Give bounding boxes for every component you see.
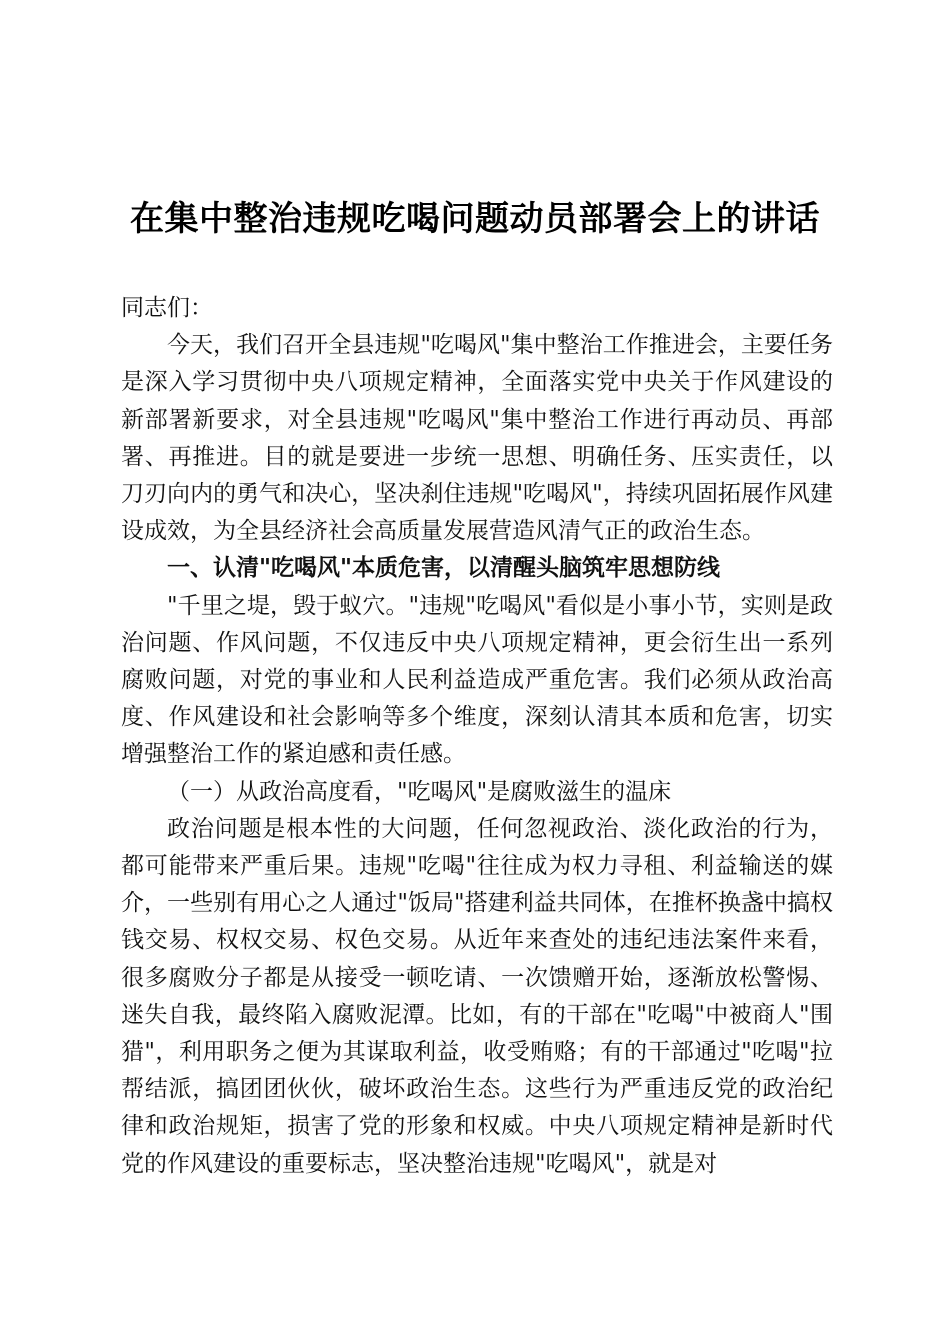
subsection-1-paragraph: 政治问题是根本性的大问题，任何忽视政治、淡化政治的行为，都可能带来严重后果。违规"吃喝"往往成为权力寻租、利益输送的媒介，一些别有用心之人通过"饭局"搭建利益共同体，在推杯换盏中搞权钱交易、权权交易、权色交易。从近年来查处的违纪违法案件来看，很多腐败分子都是从接受一顿吃请、一次馈赠开始，逐渐放松警惕、迷失自我，最终陷入腐败泥潭。比如，有的干部在"吃喝"中被商人"围猎"，利用职务之便为其谋取利益，收受贿赂；有的干部通过"吃喝"拉帮结派，搞团团伙伙，破坏政治生态。这些行为严重违反党的政治纪律和政治规矩，损害了党的形象和权威。中央八项规定精神是新时代党的作风建设的重要标志，坚决整治违规"吃喝风"，就是对 (121, 815, 833, 1177)
section-1-heading: 一、认清"吃喝风"本质危害，以清醒头脑筑牢思想防线 (167, 555, 720, 582)
document-body (121, 290, 833, 1183)
intro-paragraph: 今天，我们召开全县违规"吃喝风"集中整治工作推进会，主要任务是深入学习贯彻中央八项规定精神，全面落实党中央关于作风建设的新部署新要求，对全县违规"吃喝风"集中整治工作进行再动员、再部署、再推进。目的就是要进一步统一思想、明确任务、压实责任，以刀刃向内的勇气和决心，坚决刹住违规"吃喝风"，持续巩固拓展作风建设成效，为全县经济社会高质量发展营造风清气正的政治生态。 (121, 332, 833, 545)
document-title: 在集中整治违规吃喝问题动员部署会上的讲话 (130, 199, 820, 239)
subsection-1-heading: （一）从政治高度看，"吃喝风"是腐败滋生的温床 (167, 778, 672, 805)
section-1-paragraph: "千里之堤，毁于蚁穴。"违规"吃喝风"看似是小事小节，实则是政治问题、作风问题，不仅违反中央八项规定精神，更会衍生出一系列腐败问题，对党的事业和人民利益造成严重危害。我们必须从政治高度、作风建设和社会影响等多个维度，深刻认清其本质和危害，切实增强整治工作的紧迫感和责任感。 (121, 592, 833, 768)
greeting: 同志们： (121, 295, 213, 321)
